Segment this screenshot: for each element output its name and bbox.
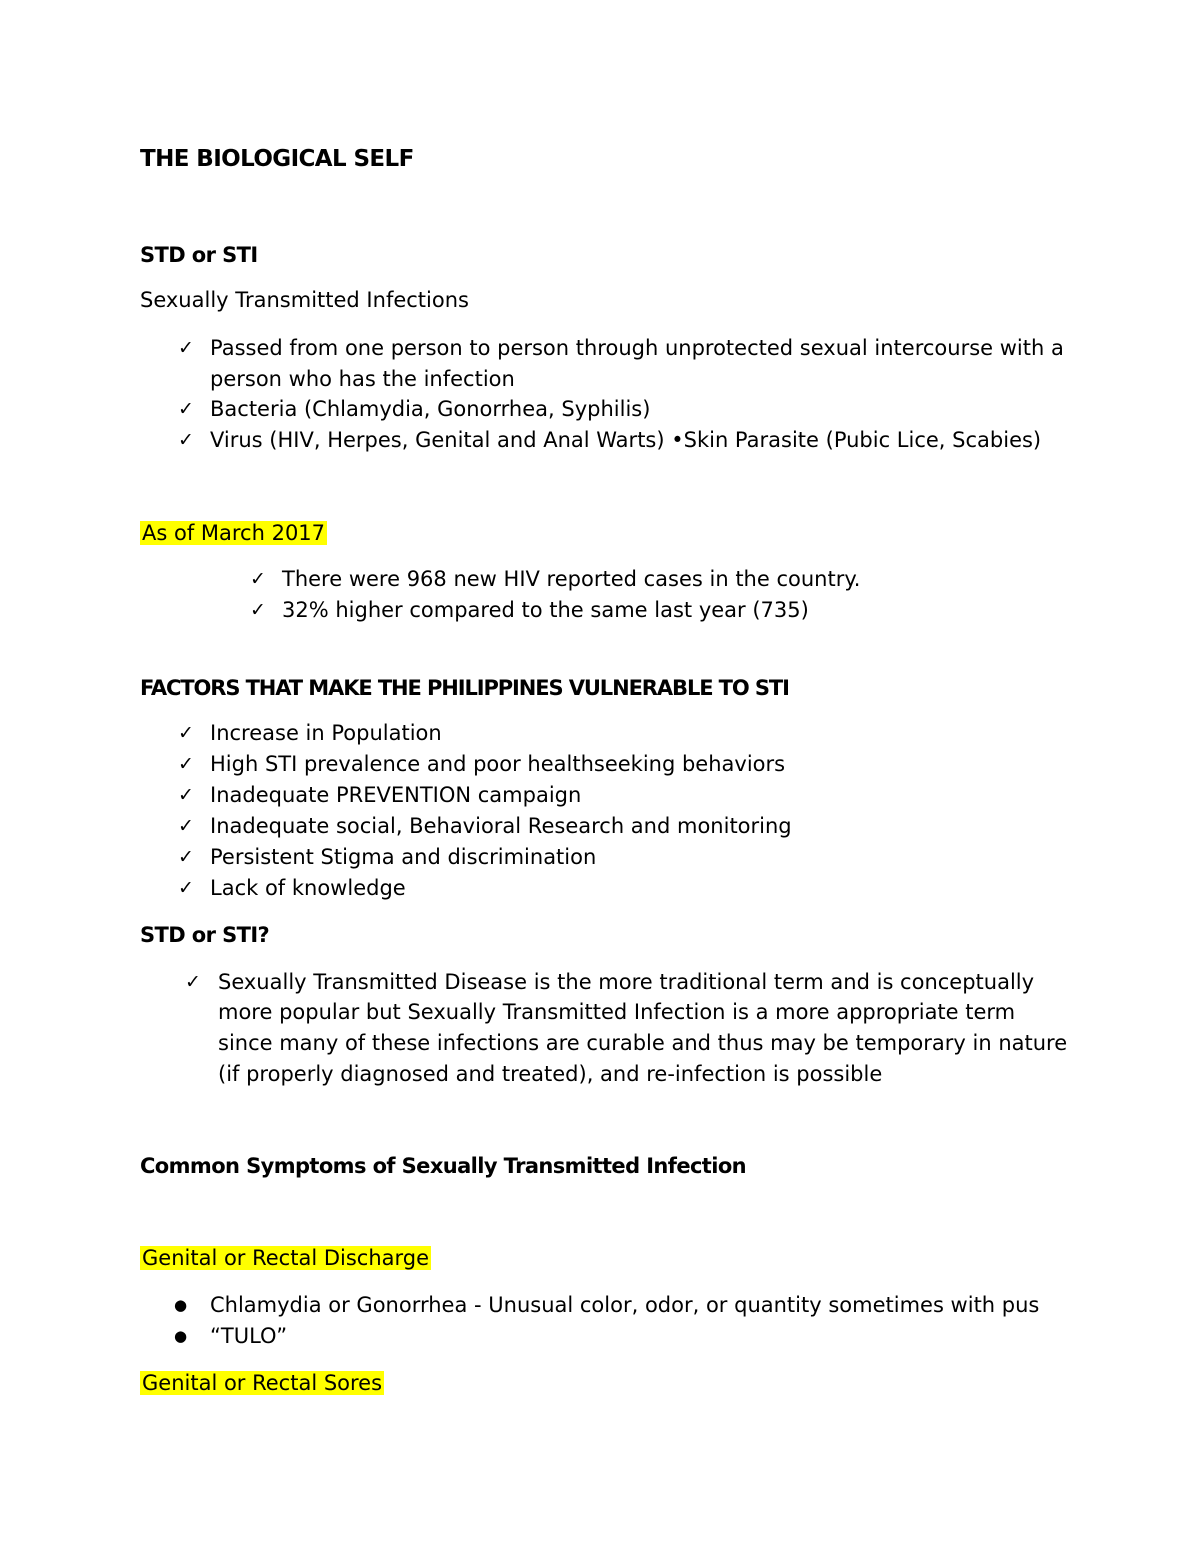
section-heading-highlighted [140,1368,384,1399]
checkmark-icon: ✓ [178,722,194,744]
checkmark-icon: ✓ [178,337,194,359]
list-item: “TULO” [210,1324,288,1348]
highlight-text: Genital or Rectal Sores [142,1371,383,1395]
checkmark-icon: ✓ [178,429,194,451]
bullet-icon: ● [174,1327,188,1345]
section-heading-factors: FACTORS THAT MAKE THE PHILIPPINES VULNERABLE TO STI [140,676,789,700]
list-item: Increase in Population [210,721,442,745]
checkmark-icon: ✓ [250,599,266,621]
paragraph-line: (if properly diagnosed and treated), and re-infection is possible [218,1062,883,1086]
section-heading-highlighted [140,518,327,549]
paragraph-line: since many of these infections are curable and thus may be temporary in nature [218,1031,1068,1055]
list-item: Virus (HIV, Herpes, Genital and Anal Warts) •Skin Parasite (Pubic Lice, Scabies) [210,428,1042,452]
checkmark-icon: ✓ [178,877,194,899]
list-item: Bacteria (Chlamydia, Gonorrhea, Syphilis) [210,397,651,421]
list-item: Persistent Stigma and discrimination [210,845,597,869]
section-heading-std-or-sti: STD or STI [140,243,258,267]
list-item: Inadequate PREVENTION campaign [210,783,582,807]
list-item: High STI prevalence and poor healthseeking behaviors [210,752,786,776]
page-title: THE BIOLOGICAL SELF [140,146,414,172]
list-item: Chlamydia or Gonorrhea - Unusual color, odor, or quantity sometimes with pus [210,1293,1040,1317]
checkmark-icon: ✓ [178,815,194,837]
section-heading-std-or-sti-question: STD or STI? [140,923,270,947]
paragraph-line: Sexually Transmitted Disease is the more traditional term and is conceptually [218,970,1035,994]
list-item: Lack of knowledge [210,876,406,900]
list-item: Passed from one person to person through unprotected sexual intercourse with a [210,336,1064,360]
checkmark-icon: ✓ [178,753,194,775]
section-subheading: Sexually Transmitted Infections [140,288,469,312]
bullet-icon: ● [174,1296,188,1314]
checkmark-icon: ✓ [178,398,194,420]
section-heading-common-symptoms: Common Symptoms of Sexually Transmitted Infection [140,1154,747,1178]
section-heading-highlighted [140,1243,431,1274]
paragraph-line: more popular but Sexually Transmitted Infection is a more appropriate term [218,1000,1016,1024]
list-item: There were 968 new HIV reported cases in the country. [282,567,861,591]
checkmark-icon: ✓ [178,846,194,868]
highlight-text: As of March 2017 [142,521,326,545]
highlight-text: Genital or Rectal Discharge [142,1246,430,1270]
checkmark-icon: ✓ [185,971,201,993]
list-item: Inadequate social, Behavioral Research and monitoring [210,814,792,838]
list-item: 32% higher compared to the same last year (735) [282,598,809,622]
checkmark-icon: ✓ [250,568,266,590]
checkmark-icon: ✓ [178,784,194,806]
list-item-continuation: person who has the infection [210,367,515,391]
